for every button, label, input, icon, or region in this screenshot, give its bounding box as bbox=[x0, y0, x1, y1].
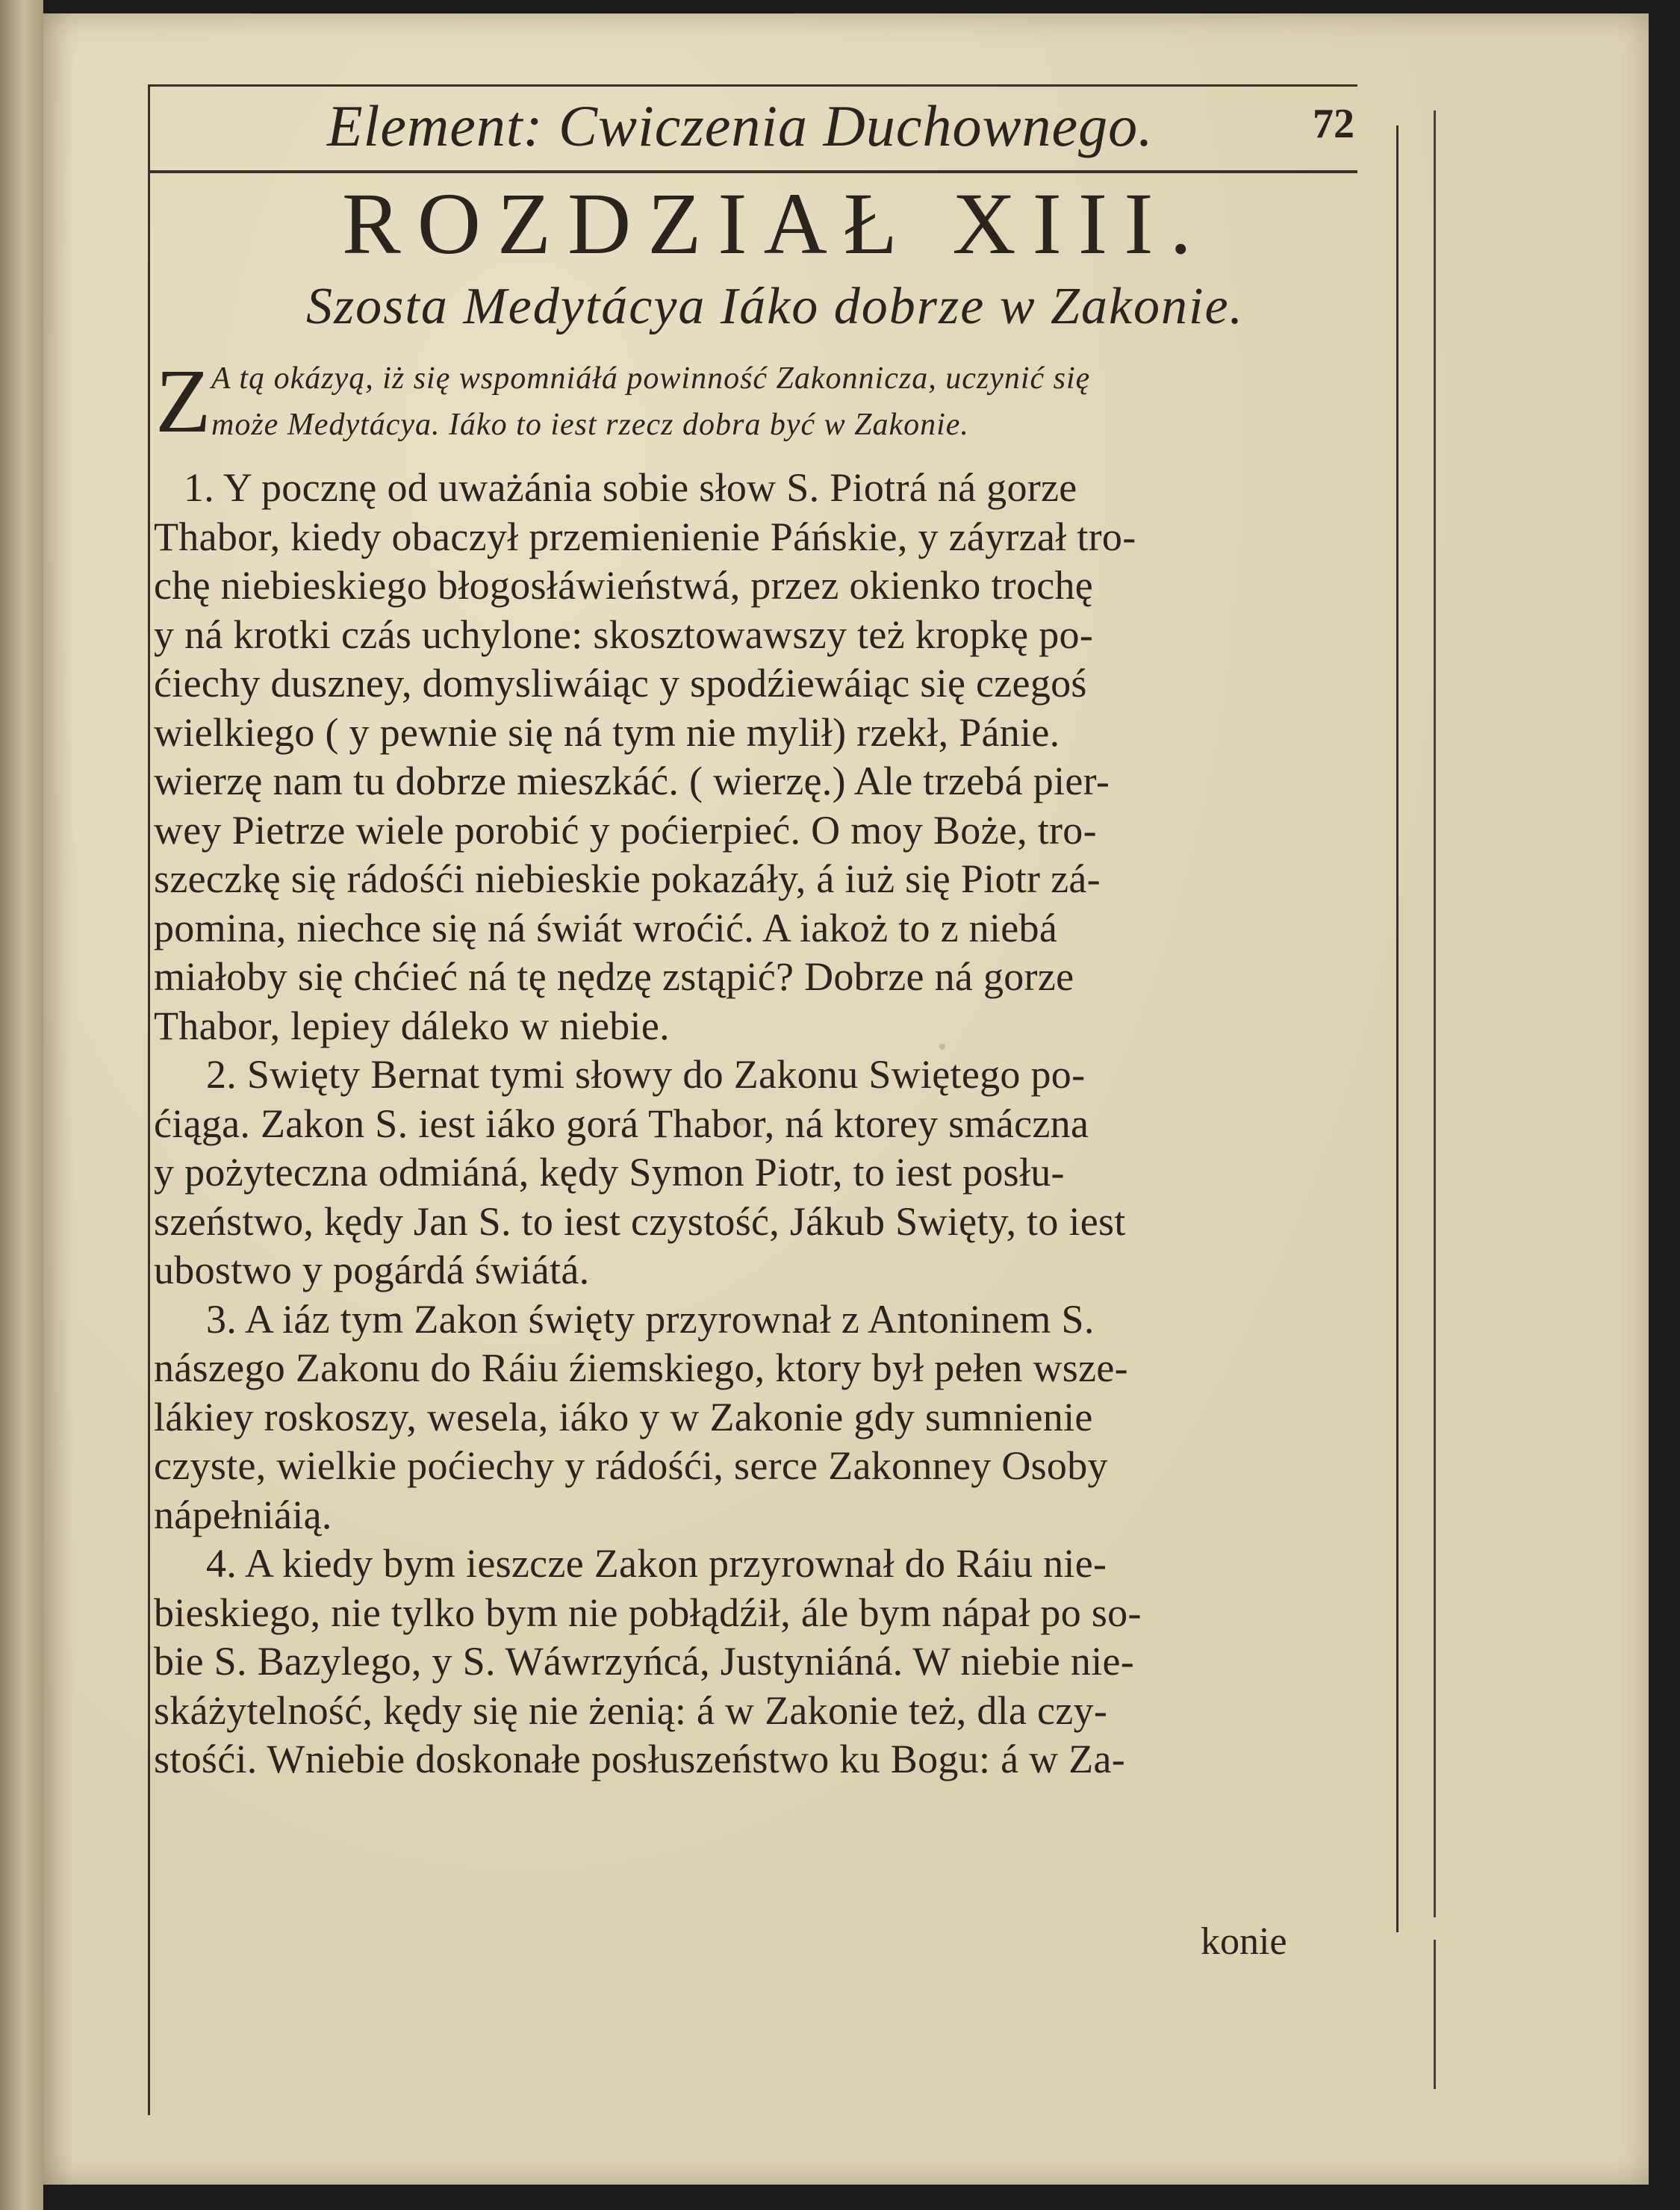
text-line: pomina, niechce się ná świát wroćić. A iakoż to z niebá bbox=[154, 905, 1058, 950]
drop-capital: Z bbox=[155, 351, 211, 452]
chapter-subtitle: Szosta Medytácya Iáko dobrze w Zakonie. bbox=[305, 278, 1245, 335]
frame-rule-outer-right bbox=[1434, 110, 1436, 1917]
intro-paragraph bbox=[211, 355, 1391, 448]
text-line: szeństwo, kędy Jan S. to iest czystość, Jákub Swięty, to iest bbox=[154, 1198, 1126, 1244]
text-line: stośći. Wniebie doskonałe posłuszeństwo ku Bogu: á w Za- bbox=[154, 1737, 1126, 1781]
facing-page-edge bbox=[0, 0, 43, 2210]
text-line: 3. A iáz tym Zakon święty przyrownał z Antoninem S. bbox=[206, 1296, 1095, 1342]
page-number: 72 bbox=[1313, 101, 1354, 147]
text-line: 1. Y pocznę od uważánia sobie słow S. Piotrá ná gorze bbox=[184, 465, 1077, 510]
text-line: Thabor, kiedy obaczył przemienienie Páńskie, y záyrzał tro- bbox=[154, 514, 1136, 559]
text-line: ubostwo y pogárdá świátá. bbox=[154, 1248, 590, 1292]
text-line: nápełniáią. bbox=[154, 1492, 332, 1537]
text-line: wielkiego ( y pewnie się ná tym nie mylił) rzekł, Pánie. bbox=[154, 709, 1060, 755]
text-line: lákiey roskoszy, wesela, iáko y w Zakonie gdy sumnienie bbox=[154, 1394, 1093, 1439]
frame-rule-outer-right-lower bbox=[1434, 1940, 1436, 2089]
text-line: y ná krotki czás uchylone: skosztowawszy też kropkę po- bbox=[154, 611, 1094, 657]
text-line: bie S. Bazylego, y S. Wáwrzyńcá, Justyniáná. W niebie nie- bbox=[154, 1639, 1135, 1684]
frame-rule-right bbox=[1396, 125, 1399, 1932]
text-line: ćiechy duszney, domysliwáiąc y spodźiewáiąc się czegoś bbox=[154, 661, 1087, 706]
running-head: Element: Cwiczenia Duchownego. bbox=[327, 93, 1154, 158]
text-line: szeczkę się rádośći niebieskie pokazáły, á iuż się Piotr zá- bbox=[154, 856, 1101, 901]
text-line: wey Pietrze wiele porobić y poćierpieć. O moy Boże, tro- bbox=[154, 807, 1097, 853]
text-line: 2. Swięty Bernat tymi słowy do Zakonu Swiętego po- bbox=[206, 1052, 1086, 1097]
frame-rule-left bbox=[148, 84, 150, 2115]
text-line: 4. A kiedy bym ieszcze Zakon przyrownał do Ráiu nie- bbox=[206, 1541, 1107, 1586]
book-page bbox=[43, 13, 1649, 2185]
intro-line: A tą okázyą, iż się wspomniáłá powinność Zakonnicza, uczynić się bbox=[211, 361, 1091, 396]
chapter-title: ROZDZIAŁ XIII. bbox=[342, 175, 1208, 273]
text-line: miałoby się chćieć ná tę nędzę zstąpić? Dobrze ná gorze bbox=[154, 954, 1074, 999]
text-line: bieskiego, nie tylko bym nie pobłądźił, ále bym nápał po so- bbox=[154, 1590, 1142, 1635]
text-line: czyste, wielkie poćiechy y rádośći, serce Zakonney Osoby bbox=[154, 1443, 1108, 1488]
text-line: chę niebieskiego błogosłáwieństwá, przez okienko trochę bbox=[154, 563, 1094, 608]
intro-line: może Medytácya. Iáko to iest rzecz dobra być w Zakonie. bbox=[211, 408, 969, 442]
text-line: wierzę nam tu dobrze mieszkáć. ( wierzę.) Ale trzebá pier- bbox=[154, 759, 1110, 803]
text-line: ćiąga. Zakon S. iest iáko gorá Thabor, ná ktorey smáczna bbox=[154, 1101, 1089, 1146]
text-line: nászego Zakonu do Ráiu źiemskiego, ktory był pełen wsze- bbox=[154, 1345, 1128, 1390]
text-line: skáżytelność, kędy się nie żenią: á w Zakonie też, dla czy- bbox=[154, 1687, 1108, 1733]
body-text bbox=[154, 464, 1393, 1784]
catchword: konie bbox=[1201, 1920, 1287, 1963]
text-line: y pożyteczna odmiáná, kędy Symon Piotr, to iest posłu- bbox=[154, 1150, 1065, 1195]
text-line: Thabor, lepiey dáleko w niebie. bbox=[154, 1003, 670, 1048]
